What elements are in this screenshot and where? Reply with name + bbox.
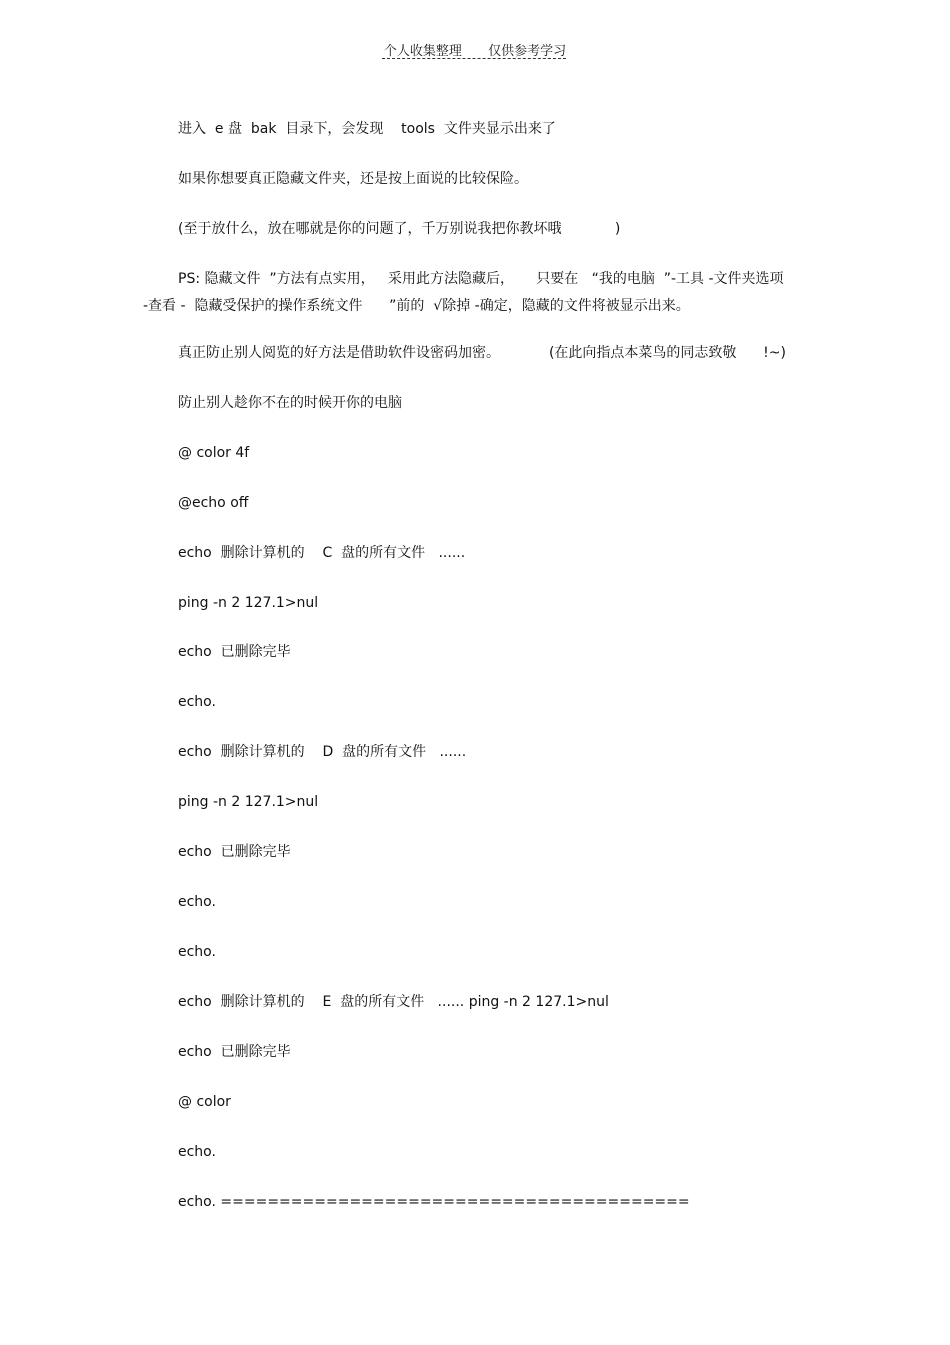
code-line: echo 删除计算机的 E 盘的所有文件 ...... ping -n 2 127.1>nul [178, 994, 609, 1010]
code-line: ping -n 2 127.1>nul [178, 595, 319, 611]
text-line: 防止别人趁你不在的时候开你的电脑 [178, 395, 402, 411]
code-line: @ color 4f [178, 445, 250, 461]
header-divider [382, 58, 566, 59]
code-line: @ color [178, 1094, 231, 1110]
header-right-text: 仅供参考学习 [488, 44, 567, 59]
code-line: echo. [178, 694, 216, 710]
code-line: echo. ======================================== [178, 1194, 690, 1210]
code-line: echo. [178, 944, 216, 960]
code-line: echo 已删除完毕 [178, 644, 291, 660]
code-line: ping -n 2 127.1>nul [178, 794, 319, 810]
code-line: echo. [178, 1144, 216, 1160]
code-line: echo. [178, 894, 216, 910]
page-header [0, 40, 950, 59]
code-line: echo 删除计算机的 C 盘的所有文件 ...... [178, 545, 466, 561]
code-line: echo 已删除完毕 [178, 844, 291, 860]
text-line: 真正防止别人阅览的好方法是借助软件设密码加密。 (在此向指点本菜鸟的同志致敬 !~) [178, 345, 786, 361]
text-line: PS: 隐藏文件 ”方法有点实用， 采用此方法隐藏后， 只要在 “我的电脑 ”-工具 -文件夹选项 [178, 271, 784, 287]
code-line: echo 已删除完毕 [178, 1044, 291, 1060]
text-line-continued: -查看 - 隐藏受保护的操作系统文件 ”前的 √除掉 -确定，隐藏的文件将被显示出来。 [143, 298, 690, 314]
text-line: (至于放什么，放在哪就是你的问题了，千万别说我把你教坏哦 ) [178, 221, 621, 237]
header-left-text: 个人收集整理 [383, 44, 462, 59]
text-line: 进入 e 盘 bak 目录下，会发现 tools 文件夹显示出来了 [178, 121, 556, 137]
code-line: echo 删除计算机的 D 盘的所有文件 ...... [178, 744, 467, 760]
code-line: @echo off [178, 495, 249, 511]
text-line: 如果你想要真正隐藏文件夹，还是按上面说的比较保险。 [178, 171, 528, 187]
